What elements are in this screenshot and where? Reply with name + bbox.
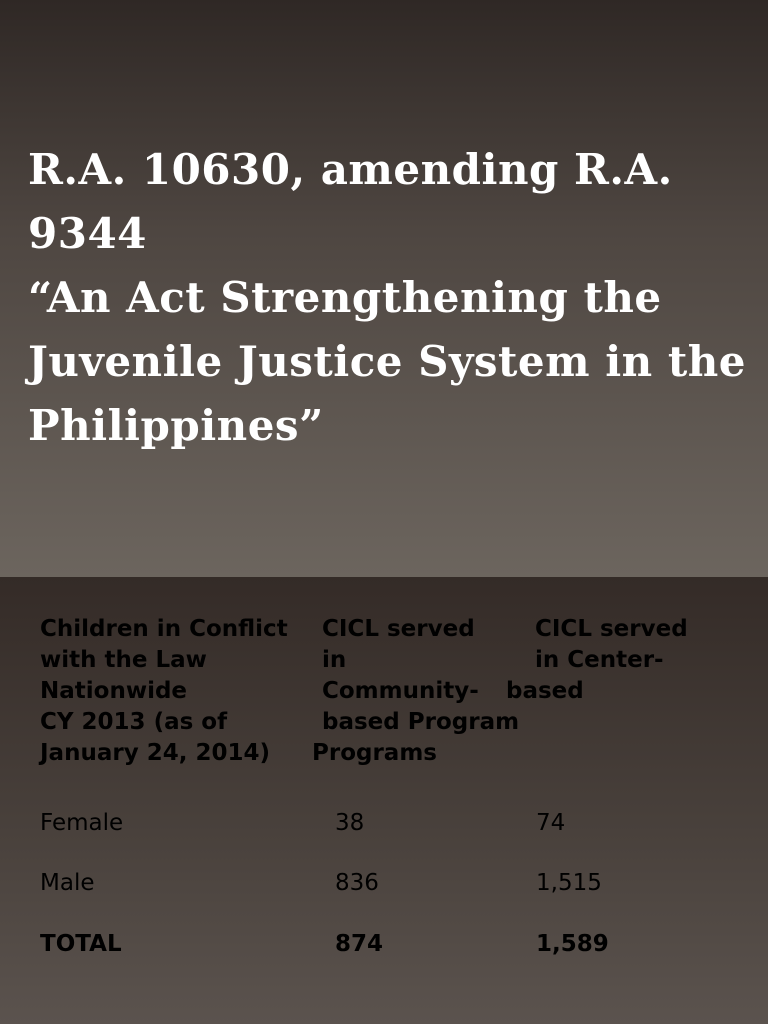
title-line: Juvenile Justice System in the	[28, 337, 746, 386]
row-label-female: Female	[40, 810, 124, 836]
header-word: based	[322, 709, 400, 735]
column-header-center-based-tail	[506, 676, 584, 707]
header-line	[322, 707, 519, 738]
title-line: 9344	[28, 209, 147, 258]
column-header-community-based	[322, 614, 519, 738]
column-header-children-in-conflict	[40, 614, 288, 769]
cell-female-center: 74	[536, 810, 566, 836]
header-line: CICL served	[322, 616, 475, 642]
header-line: with the Law	[40, 647, 207, 673]
column-header-community-based-tail	[312, 738, 437, 769]
cell-male-community: 836	[335, 870, 379, 896]
header-line: in Center-	[535, 647, 664, 673]
header-line: Programs	[312, 740, 437, 766]
title-line: R.A. 10630, amending R.A.	[28, 145, 673, 194]
cell-total-center: 1,589	[536, 931, 609, 957]
row-label-male: Male	[40, 870, 95, 896]
cell-total-community: 874	[335, 931, 384, 957]
header-line: CICL served	[535, 616, 688, 642]
header-word: Program	[407, 709, 520, 735]
header-line: CY 2013 (as of	[40, 709, 228, 735]
title-line: “An Act Strengthening the	[28, 273, 662, 322]
cell-male-center: 1,515	[536, 870, 602, 896]
header-line: based	[506, 678, 584, 704]
title-line: Philippines”	[28, 401, 324, 450]
header-line: Nationwide	[40, 678, 188, 704]
header-line: Community-	[322, 678, 479, 704]
column-header-center-based	[535, 614, 688, 676]
row-label-total: TOTAL	[40, 931, 122, 957]
header-line: in	[322, 647, 347, 673]
cell-female-community: 38	[335, 810, 365, 836]
header-line: January 24, 2014)	[40, 740, 270, 766]
slide-title	[28, 138, 748, 458]
header-line: Children in Conflict	[40, 616, 288, 642]
